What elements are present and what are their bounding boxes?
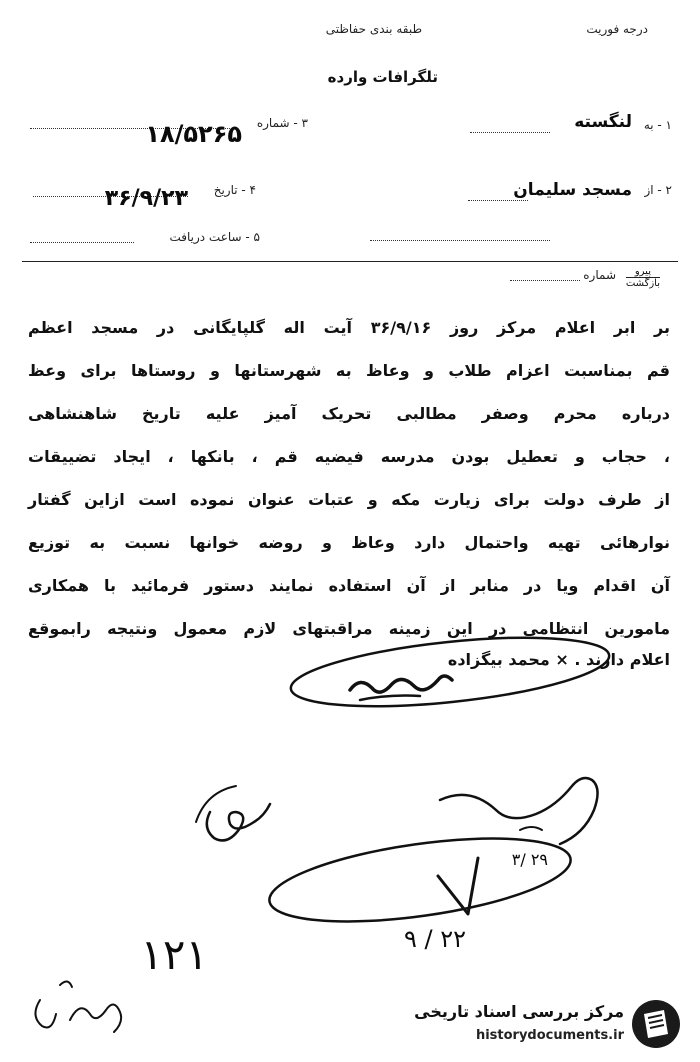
body-line-3: درباره محرم وصفر مطالبی تحریک آمیز علیه تاریخ شاهنشاهی: [28, 404, 670, 423]
to-value: لنگسته: [574, 112, 632, 132]
closing-oval-stamp: [288, 625, 613, 718]
body-line-8: مامورین انتظامی در این زمینه مراقبتهای لازم معمول ونتیجه رابموقع: [28, 619, 670, 638]
received-label: ۵ - ساعت دریافت: [169, 230, 260, 244]
watermark: [406, 996, 686, 1054]
watermark-org-name: مرکز بررسی اسناد تاریخی: [414, 1002, 624, 1021]
date-label: ۴ - تاریخ: [213, 183, 256, 197]
body-line-4: ، حجاب و تعطیل بودن مدرسه فیضیه قم ، بانکها ، ایجاد تضییقات: [28, 447, 670, 466]
handwritten-annotation-1: ۲۹ /۳: [511, 850, 548, 869]
signature-bottom-left: [35, 1000, 121, 1032]
to-label: ۱ - به: [643, 118, 672, 132]
body-line-9: اعلام دارند . × محمد بیگزاده: [447, 650, 670, 669]
closing-signature: [350, 676, 452, 692]
body-line-5: از طرف دولت برای زیارت مکه و عتبات عنوان نموده است ازاین گفتار: [28, 490, 670, 509]
from-label: ۲ - از: [644, 183, 672, 197]
from-value: مسجد سلیمان: [513, 180, 632, 200]
handwritten-annotation-3: ۱۲۱: [140, 930, 208, 979]
form-title: تلگرافات وارده: [327, 68, 438, 86]
priority-label: درجه فوریت: [586, 22, 648, 36]
signature-left: [207, 804, 270, 840]
ref-number-label: شماره: [583, 268, 616, 282]
handwritten-annotation-2: ۲۲ / ۹: [403, 925, 466, 953]
body-line-6: نوارهائی تهیه واحتمال دارد وعاظ و روضه خوانها نسبت به توزیع: [28, 533, 670, 552]
lower-oval-stamp: [264, 823, 575, 937]
classification-label: طبقه بندی حفاظتی: [325, 22, 422, 36]
body-line-7: آن اقدام ویا در منابر از آن استفاده نمایند دستور فرمائید با همکاری: [28, 576, 670, 595]
signature-right: [440, 778, 598, 844]
body-line-1: بر ابر اعلام مرکز روز ۳۶/۹/۱۶ آیت اله گلپایگانی در مسجد اعظم: [28, 318, 670, 337]
doc-center-logo-icon: [630, 998, 682, 1050]
number-label: ۳ - شماره: [256, 116, 308, 130]
ref-bottom-label: بازگشت: [625, 278, 660, 289]
ref-top-label: پیرو: [626, 266, 660, 278]
number-value: ۱۸/۵۲۶۵: [145, 120, 242, 148]
body-line-2: قم بمناسبت اعزام طلاب و وعاظ به شهرستانها و روستاها برای وعظ: [28, 361, 670, 380]
watermark-url: historydocuments.ir: [475, 1028, 624, 1043]
checkmark: [438, 858, 478, 914]
date-value: ۳۶/۹/۲۳: [104, 186, 188, 211]
